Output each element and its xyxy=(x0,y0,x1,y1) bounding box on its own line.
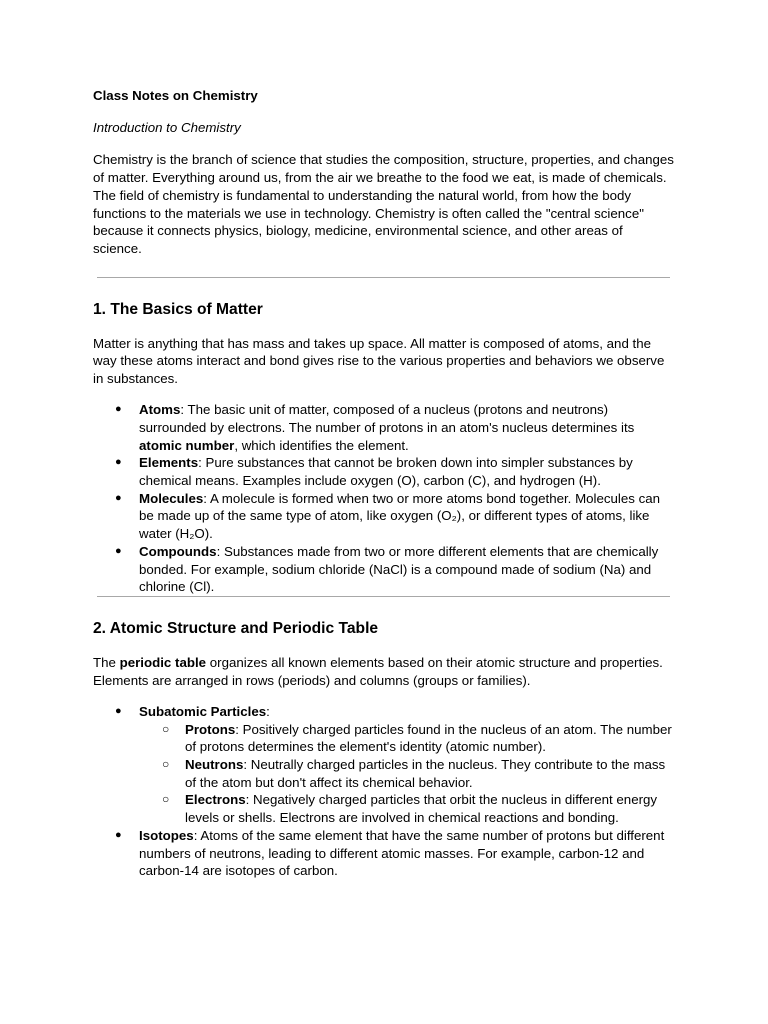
list-item-molecules xyxy=(93,490,675,543)
term-label: Elements xyxy=(139,455,199,471)
intro-prefix: The xyxy=(93,654,120,670)
document-title: Class Notes on Chemistry xyxy=(93,88,258,103)
document-page xyxy=(93,87,675,880)
list-item-isotopes xyxy=(93,827,675,880)
sublist-item-electrons xyxy=(139,791,675,826)
section2-intro xyxy=(93,654,675,689)
bullet-icon: ● xyxy=(115,491,122,504)
section-divider xyxy=(97,277,670,278)
hollow-bullet-icon: ○ xyxy=(162,756,170,771)
term-description: : The basic unit of matter, composed of a nucleus (protons and neutrons) surrounded by electrons. The number of protons in an atom's nucleus determines its xyxy=(139,402,635,435)
term-description: : Positively charged particles found in the nucleus of an atom. The number of protons determines the element's identity (atomic number). xyxy=(185,721,672,755)
atomic-structure-list xyxy=(93,703,675,880)
sublist-item-protons xyxy=(139,721,675,756)
term-description: : Neutrally charged particles in the nucleus. They contribute to the mass of the atom but don't affect its chemical behavior. xyxy=(185,756,666,790)
term-description: : Pure substances that cannot be broken down into simpler substances by chemical means. Examples include oxygen (O), carbon (C), and hydrogen (H). xyxy=(139,455,633,489)
term-description-end: , which identifies the element. xyxy=(234,437,409,453)
term-label: Atoms xyxy=(139,402,181,418)
matter-list xyxy=(93,401,675,596)
sublist-item-neutrons xyxy=(139,756,675,791)
section-divider xyxy=(97,596,670,597)
intro-suffix: organizes all known elements based on their atomic structure and properties. Elements are arranged in rows (periods) and columns (groups or families). xyxy=(93,654,663,688)
term-label: Protons xyxy=(185,721,236,737)
bullet-icon: ● xyxy=(115,544,122,557)
list-item-subatomic-particles xyxy=(93,703,675,827)
bullet-icon: ● xyxy=(115,828,122,841)
term-description: : Atoms of the same element that have the same number of protons but different numbers of neutrons, leading to different atomic masses. For example, carbon-12 and carbon-14 are isotopes of carbon. xyxy=(139,827,665,879)
term-emphasis: atomic number xyxy=(139,437,235,453)
section-heading-basics-of-matter: 1. The Basics of Matter xyxy=(93,300,263,318)
term-label: Subatomic Particles xyxy=(139,703,267,719)
bullet-icon: ● xyxy=(115,704,122,717)
intro-emphasis: periodic table xyxy=(119,654,207,670)
list-item-atoms xyxy=(93,401,675,454)
term-label: Compounds xyxy=(139,543,217,559)
term-description: : A molecule is formed when two or more atoms bond together. Molecules can be made up of the same type of atom, like oxygen (O₂), or different types of atoms, like water (H₂O). xyxy=(139,490,661,542)
term-colon: : xyxy=(266,703,270,719)
term-label: Neutrons xyxy=(185,756,244,772)
section-heading-atomic-structure: 2. Atomic Structure and Periodic Table xyxy=(93,619,379,637)
term-label: Isotopes xyxy=(139,827,194,843)
hollow-bullet-icon: ○ xyxy=(162,721,170,736)
hollow-bullet-icon: ○ xyxy=(162,792,170,807)
subatomic-sublist xyxy=(139,721,675,827)
bullet-icon: ● xyxy=(115,403,122,416)
term-label: Molecules xyxy=(139,490,204,506)
list-item-compounds xyxy=(93,543,675,596)
document-subtitle: Introduction to Chemistry xyxy=(93,120,241,136)
term-description: : Negatively charged particles that orbit the nucleus in different energy levels or shells. Electrons are involved in chemical reactions and bonding. xyxy=(185,792,658,826)
term-label: Electrons xyxy=(185,792,246,808)
term-description: : Substances made from two or more different elements that are chemically bonded. For example, sodium chloride (NaCl) is a compound made of sodium (Na) and chlorine (Cl). xyxy=(139,543,659,595)
section1-intro: Matter is anything that has mass and takes up space. All matter is composed of atoms, and the way these atoms interact and bond gives rise to the various properties and behaviors we observe in substances. xyxy=(93,335,665,387)
list-item-elements xyxy=(93,454,675,489)
bullet-icon: ● xyxy=(115,456,122,469)
intro-paragraph: Chemistry is the branch of science that studies the composition, structure, properties, and changes of matter. Everything around us, from the air we breathe to the food we eat, is made of chemicals. The field of chemistry is fundamental to understanding the natural world, from how the body functions to the materials we use in technology. Chemistry is often called the "central science" because it connects physics, biology, medicine, environmental science, and other areas of science. xyxy=(93,152,674,256)
